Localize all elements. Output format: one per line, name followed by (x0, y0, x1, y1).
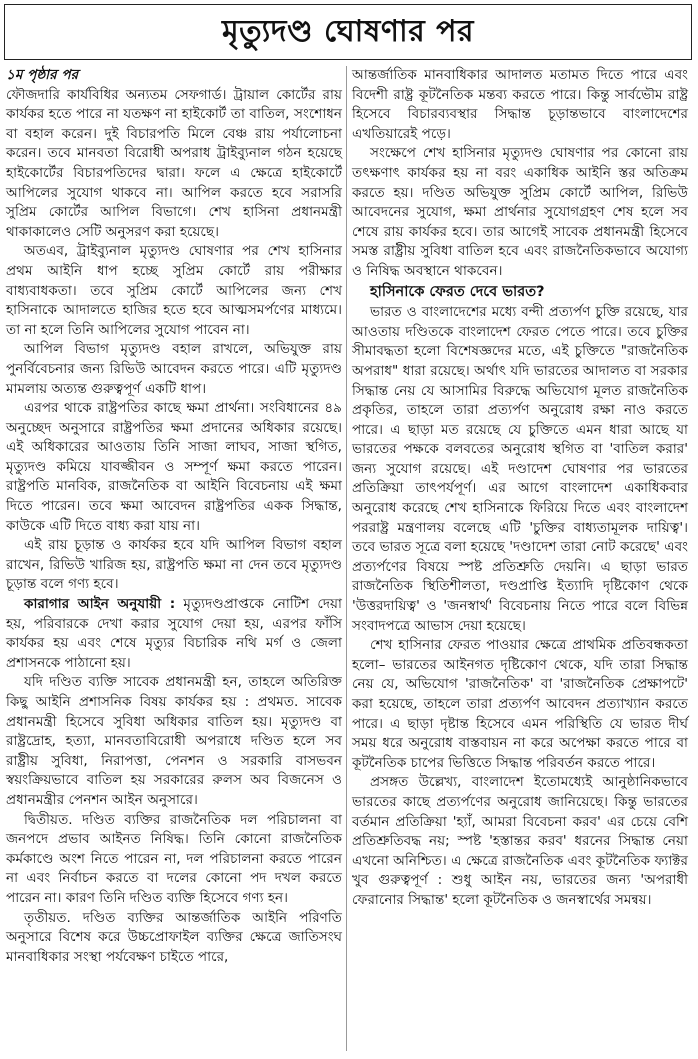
paragraph: ভারত ও বাংলাদেশের মধ্যে বন্দী প্রত্যর্পণ চুক্তি রয়েছে, যার আওতায় দণ্ডিতকে বাংলাদেশ ফেরত পেতে পারে। তবে চুক্তির সীমাবদ্ধতা হলো বিশেষজ্ঞদের মতে, এই চুক্তিতে "রাজনৈতিক অপরাধ" ধারা রয়েছে। অর্থাৎ যদি ভারতের আদালত বা সরকার সিদ্ধান্ত নেয় যে আসামির বিরুদ্ধে অভিযোগ মূলত রাজনৈতিক প্রকৃতির, তাহলে তারা প্রত্যর্পণ অনুরোধ রক্ষা নাও করতে পারে। এ ছাড়া মত রয়েছে যে চুক্তিতে এমন ধারা আছে যা ভারতের পক্ষকে বলবতের অনুরোধ স্থগিত বা 'বাতিল করার' জন্য সুযোগ রয়েছে। এই দণ্ডাদেশ ঘোষণার পর ভারতের প্রতিক্রিয়া তাৎপর্যপূর্ণ। এর আগে বাংলাদেশ একাধিকবার অনুরোধ করেছে শেখ হাসিনাকে ফিরিয়ে দিতে এবং বাংলাদেশ পররাষ্ট্র মন্ত্রণালয় বলেছে এটি 'চুক্তির বাধ্যতামূলক দায়িত্ব'। তবে ভারত সূত্রে বলা হয়েছে 'দণ্ডাদেশ তারা নোট করেছে' এবং প্রত্যর্পণের বিষয়ে স্পষ্ট প্রতিশ্রুতি দেয়নি। এ ছাড়া ভারত রাজনৈতিক স্থিতিশীলতা, দণ্ডপ্রাপ্তি ইত্যাদি দৃষ্টিকোণ থেকে 'উত্তরদায়িত্ব' ও 'জনস্বার্থ' বিবেচনায় নিতে পারে বলে বিভিন্ন সংবাদপত্রে আভাস দেয়া হয়েছে। (352, 304, 688, 634)
paragraph: এরপর থাকে রাষ্ট্রপতির কাছে ক্ষমা প্রার্থনা। সংবিধানের ৪৯ অনুচ্ছেদ অনুসারে রাষ্ট্রপতির ক্ষমা প্রদানের অধিকার রয়েছে। এই অধিকারের আওতায় তিনি সাজা লাঘব, সাজা স্থগিত, মৃত্যুদণ্ড কমিয়ে যাবজ্জীবন ও সম্পূর্ণ ক্ষমা করতে পারেন। রাষ্ট্রপতি মানবিক, রাজনৈতিক বা আইনি বিবেচনায় এই ক্ষমা দিতে পারেন। তবে ক্ষমা আবেদন রাষ্ট্রপতির একক সিদ্ধান্ত, কাউকে এটি দিতে বাধ্য করা যায় না। (6, 400, 342, 534)
left-column (6, 66, 342, 967)
prison-law-lead: কারাগার আইন অনুযায়ী : (24, 596, 176, 613)
paragraph: দ্বিতীয়ত. দণ্ডিত ব্যক্তির রাজনৈতিক দল পরিচালনা বা জনপদে প্রভাব আইনত নিষিদ্ধ। তিনি কোনো রাজনৈতিক কর্মকাণ্ডে অংশ নিতে পারেন না, দল পরিচালনা করতে পারেন না এবং নির্বাচন করতে বা দলের কোনো পদ দখল করতে পারেন না। কারণ তিনি দণ্ডিত ব্যক্তি হিসেবে গণ্য হন। (6, 811, 342, 906)
continued-from-label: ১ম পৃষ্ঠার পর (6, 67, 79, 83)
prison-law-text: মৃত্যুদণ্ডপ্রাপ্তকে নোটিশ দেয়া হয়, পরিবারকে দেখা করার সুযোগ দেয়া হয়, এরপর ফাঁসি কার্যকর হয় এবং শেষে মৃত্যুর বিচারিক নথি মর্গ ও জেলা প্রশাসনকে পাঠানো হয়। (6, 596, 342, 671)
paragraph-prison-law (6, 595, 342, 673)
paragraph: সংক্ষেপে শেখ হাসিনার মৃত্যুদণ্ড ঘোষণার পর কোনো রায় তৎক্ষণাৎ কার্যকর হয় না বরং একাধিক আইনি স্তর অতিক্রম করতে হয়। দণ্ডিত অভিযুক্ত সুপ্রিম কোর্টে আপিল, রিভিউ আবেদনের সুযোগ, ক্ষমা প্রার্থনার সুযোগগ্রহণ শেষ হলে সব শেষে রায় কার্যকর হবে। তার আগেই সাবেক প্রধানমন্ত্রী হিসেবে সমস্ত রাষ্ট্রীয় সুবিধা বাতিল হবে এবং রাজনৈতিকভাবে অযোগ্য ও নিষিদ্ধ অবস্থানে থাকবেন। (352, 145, 688, 279)
paragraph: ফৌজদারি কার্যবিধির অন্যতম সেফগার্ড। ট্রায়াল কোর্টের রায় কার্যকর হতে পারে না যতক্ষণ না হাইকোর্ট তা বাতিল, সংশোধন বা বহাল করেন। দুই বিচারপতি মিলে বেঞ্চ রায় পর্যালোচনা করেন। তবে মানবতা বিরোধী অপরাধ ট্রাইব্যুনাল গঠন হয়েছে হাইকোর্টের বিচারপতিদের দ্বারা। ফলে এ ক্ষেত্রে হাইকোর্টে আপিলের সুযোগ থাকবে না। আপিল করতে হবে সরাসরি সুপ্রিম কোর্টের আপিল বিভাগে। শেখ হাসিনা প্রধানমন্ত্রী থাকাকালেও সেটি অনুসরণ করা হয়েছে। (6, 86, 342, 240)
paragraph: আপিল বিভাগ মৃত্যুদণ্ড বহাল রাখলে, অভিযুক্ত রায় পুনর্বিবেচনার জন্য রিভিউ আবেদন করতে পারে। এটি মৃত্যুদণ্ড মামলায় অত্যন্ত গুরুত্বপূর্ণ একটি ধাপ। (6, 341, 342, 397)
right-column (352, 66, 688, 911)
headline: মৃত্যুদণ্ড ঘোষণার পর (221, 13, 475, 49)
column-divider (346, 66, 347, 1051)
paragraph: শেখ হাসিনার ফেরত পাওয়ার ক্ষেত্রে প্রাথমিক প্রতিবন্ধকতা হলো– ভারতের আইনগত দৃষ্টিকোণ থেকে, যদি তারা সিদ্ধান্ত নেয় যে, অভিযোগ 'রাজনৈতিক' বা 'রাজনৈতিক প্রেক্ষাপটে' করা হয়েছে, তাহলে তারা প্রত্যর্পণ আবেদন প্রত্যাখ্যান করতে পারে। এ ছাড়া দৃষ্টান্ত হিসেবে এমন পরিস্থিতি যে ভারত দীর্ঘ সময় ধরে অনুরোধ বাস্তবায়ন না করে অপেক্ষা করতে পারে বা কূটনৈতিক চাপের ভিত্তিতে সিদ্ধান্ত পরিবর্তন করতে পারে। (352, 637, 688, 771)
paragraph: প্রসঙ্গত উল্লেখ্য, বাংলাদেশ ইতোমধ্যেই আনুষ্ঠানিকভাবে ভারতের কাছে প্রত্যর্পণের অনুরোধ জানিয়েছে। কিন্তু ভারতের বর্তমান প্রতিক্রিয়া 'হ্যাঁ, আমরা বিবেচনা করব' এর চেয়ে বেশি প্রতিশ্রুতিবদ্ধ নয়; স্পষ্ট 'হস্তান্তর করব' ধরনের সিদ্ধান্ত নেয়া এখনো অনিশ্চিত। এ ক্ষেত্রে রাজনৈতিক এবং কূটনৈতিক ফ্যাক্টর খুব গুরুত্বপূর্ণ : শুধু আইন নয়, ভারতের জন্য 'অপরাধী ফেরানোর সিদ্ধান্ত' হলো কূটনৈতিক ও জনস্বার্থের সমন্বয়। (352, 774, 688, 908)
subheading: হাসিনাকে ফেরত দেবে ভারত? (370, 283, 545, 300)
paragraph: যদি দণ্ডিত ব্যক্তি সাবেক প্রধানমন্ত্রী হন, তাহলে অতিরিক্ত কিছু আইনি প্রশাসনিক বিষয় কার্যকর হয় : প্রথমত. সাবেক প্রধানমন্ত্রী হিসেবে সুবিধা অধিকার বাতিল হয়। মৃত্যুদণ্ড বা রাষ্ট্রদ্রোহ, হত্যা, মানবতাবিরোধী অপরাধে দণ্ডিত হলে সব রাষ্ট্রীয় সুবিধা, নিরাপত্তা, পেনশন ও সরকারি বাসভবন স্বয়ংক্রিয়ভাবে বাতিল হয় সরকারের রুলস অব বিজনেস ও প্রধানমন্ত্রীর পেনশন আইন অনুসারে। (6, 674, 342, 808)
paragraph: অতএব, ট্রাইব্যুনাল মৃত্যুদণ্ড ঘোষণার পর শেখ হাসিনার প্রথম আইনি ধাপ হচ্ছে সুপ্রিম কোর্টে রায় পরীক্ষার বাধ্যবাধকতা। তবে সুপ্রিম কোর্টে আপিলের জন্য শেখ হাসিনাকে আদালতে হাজির হতে হবে আত্মসমর্পণের মাধ্যমে। তা না হলে তিনি আপিলের সুযোগ পাবেন না। (6, 243, 342, 338)
paragraph: এই রায় চূড়ান্ত ও কার্যকর হবে যদি আপিল বিভাগ বহাল রাখেন, রিভিউ খারিজ হয়, রাষ্ট্রপতি ক্ষমা না দেন তবে মৃত্যুদণ্ড চূড়ান্ত বলে গণ্য হবে। (6, 537, 342, 593)
paragraph: তৃতীয়ত. দণ্ডিত ব্যক্তির আন্তর্জাতিক আইনি পরিণতি অনুসারে বিশেষ করে উচ্চপ্রোফাইল ব্যক্তির ক্ষেত্রে জাতিসংঘ মানবাধিকার সংস্থা পর্যবেক্ষণ চাইতে পারে, (6, 909, 342, 965)
paragraph: আন্তর্জাতিক মানবাধিকার আদালত মতামত দিতে পারে এবং বিদেশী রাষ্ট্র কূটনৈতিক মন্তব্য করতে পারে। কিন্তু সার্বভৌম রাষ্ট্র হিসেবে বিচারব্যবস্থার সিদ্ধান্ত চূড়ান্তভাবে বাংলাদেশের এখতিয়ারেই পড়ে। (352, 67, 688, 142)
headline-box (4, 4, 692, 60)
